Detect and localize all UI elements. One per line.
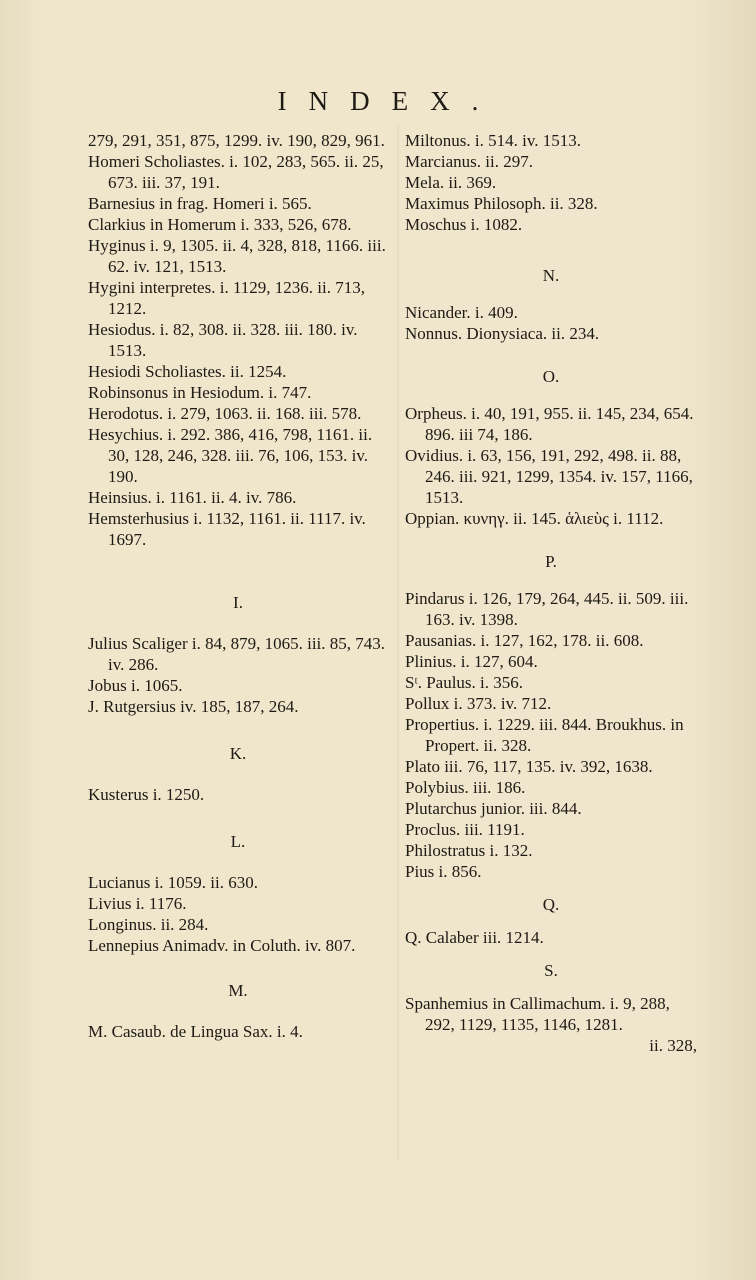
index-entry: Julius Scaliger i. 84, 879, 1065. iii. 85, 743. iv. 286.: [88, 634, 386, 674]
index-entry: Pausanias. i. 127, 162, 178. ii. 608.: [405, 631, 644, 650]
index-entry: Pius i. 856.: [405, 862, 482, 881]
index-entry: Hemsterhusius i. 1132, 1161. ii. 1117. iv. 1697.: [88, 509, 366, 549]
index-entry-continuation: ii. 328,: [649, 1036, 697, 1055]
index-entry: Livius i. 1176.: [88, 894, 187, 913]
index-entry: Hesiodi Scholiastes. ii. 1254.: [88, 362, 287, 381]
left-index-column: [88, 130, 388, 1042]
index-entry: Homeri Scholiastes. i. 102, 283, 565. ii. 25, 673. iii. 37, 191.: [88, 152, 384, 192]
index-entry: Miltonus. i. 514. iv. 1513.: [405, 131, 581, 150]
index-entry: Hesychius. i. 292. 386, 416, 798, 1161. ii. 30, 128, 246, 328. iii. 76, 106, 153. iv. 190.: [88, 425, 373, 486]
index-entry: Hesiodus. i. 82, 308. ii. 328. iii. 180. iv. 1513.: [88, 320, 358, 360]
page-title: INDEX.: [277, 86, 501, 116]
index-entry: Ovidius. i. 63, 156, 191, 292, 498. ii. 88, 246. iii. 921, 1299, 1354. iv. 157, 1166, 1513.: [405, 446, 693, 507]
section-letter-heading: S.: [544, 961, 558, 980]
section-letter-heading: N.: [542, 266, 560, 285]
section-letter-heading: K.: [229, 744, 247, 763]
index-entry: Lucianus i. 1059. ii. 630.: [88, 873, 258, 892]
column-gutter: [397, 125, 399, 1160]
index-entry: Herodotus. i. 279, 1063. ii. 168. iii. 578.: [88, 404, 362, 423]
index-entry: Kusterus i. 1250.: [88, 785, 205, 804]
index-entry: Pindarus i. 126, 179, 264, 445. ii. 509. iii. 163. iv. 1398.: [405, 589, 689, 629]
index-entry: Maximus Philosoph. ii. 328.: [405, 194, 598, 213]
section-letter-heading: M.: [228, 981, 248, 1000]
index-entry: Robinsonus in Hesiodum. i. 747.: [88, 383, 312, 402]
index-entry: Jobus i. 1065.: [88, 676, 183, 695]
index-entry: Hyginus i. 9, 1305. ii. 4, 328, 818, 1166. iii. 62. iv. 121, 1513.: [88, 236, 386, 276]
index-entry: Philostratus i. 132.: [405, 841, 533, 860]
index-entry: Barnesius in frag. Homeri i. 565.: [88, 194, 312, 213]
index-entry: Clarkius in Homerum i. 333, 526, 678.: [88, 215, 352, 234]
index-entry: 279, 291, 351, 875, 1299. iv. 190, 829, 961.: [88, 131, 385, 150]
index-entry: Nonnus. Dionysiaca. ii. 234.: [405, 324, 600, 343]
index-entry: Propertius. i. 1229. iii. 844. Broukhus. in Propert. ii. 328.: [405, 715, 684, 755]
index-entry: Sᵗ. Paulus. i. 356.: [405, 673, 524, 692]
index-entry: Polybius. iii. 186.: [405, 778, 526, 797]
index-entry: Plinius. i. 127, 604.: [405, 652, 538, 671]
index-entry: Moschus i. 1082.: [405, 215, 523, 234]
index-entry: Orpheus. i. 40, 191, 955. ii. 145, 234, 654. 896. iii 74, 186.: [405, 404, 694, 444]
index-entry: Oppian. κυνηγ. ii. 145. ἁλιεὺς i. 1112.: [405, 509, 664, 528]
section-letter-heading: O.: [542, 367, 560, 386]
index-entry: Proclus. iii. 1191.: [405, 820, 525, 839]
index-entry: Heinsius. i. 1161. ii. 4. iv. 786.: [88, 488, 297, 507]
index-entry: Spanhemius in Callimachum. i. 9, 288, 292, 1129, 1135, 1146, 1281.: [405, 994, 670, 1034]
section-letter-heading: L.: [230, 832, 246, 851]
index-entry: Plato iii. 76, 117, 135. iv. 392, 1638.: [405, 757, 653, 776]
index-entry: J. Rutgersius iv. 185, 187, 264.: [88, 697, 299, 716]
section-letter-heading: I.: [233, 593, 243, 612]
index-entry: Mela. ii. 369.: [405, 173, 497, 192]
section-letter-heading: Q.: [542, 895, 560, 914]
right-index-column: [405, 130, 697, 1056]
index-entry: Marcianus. ii. 297.: [405, 152, 533, 171]
index-entry: Plutarchus junior. iii. 844.: [405, 799, 582, 818]
index-entry: Hygini interpretes. i. 1129, 1236. ii. 713, 1212.: [88, 278, 366, 318]
index-entry: M. Casaub. de Lingua Sax. i. 4.: [88, 1022, 303, 1041]
section-letter-heading: P.: [545, 552, 557, 571]
index-entry: Q. Calaber iii. 1214.: [405, 928, 544, 947]
index-entry: Longinus. ii. 284.: [88, 915, 209, 934]
index-entry: Nicander. i. 409.: [405, 303, 518, 322]
index-entry: Pollux i. 373. iv. 712.: [405, 694, 552, 713]
index-entry: Lennepius Animadv. in Coluth. iv. 807.: [88, 936, 356, 955]
